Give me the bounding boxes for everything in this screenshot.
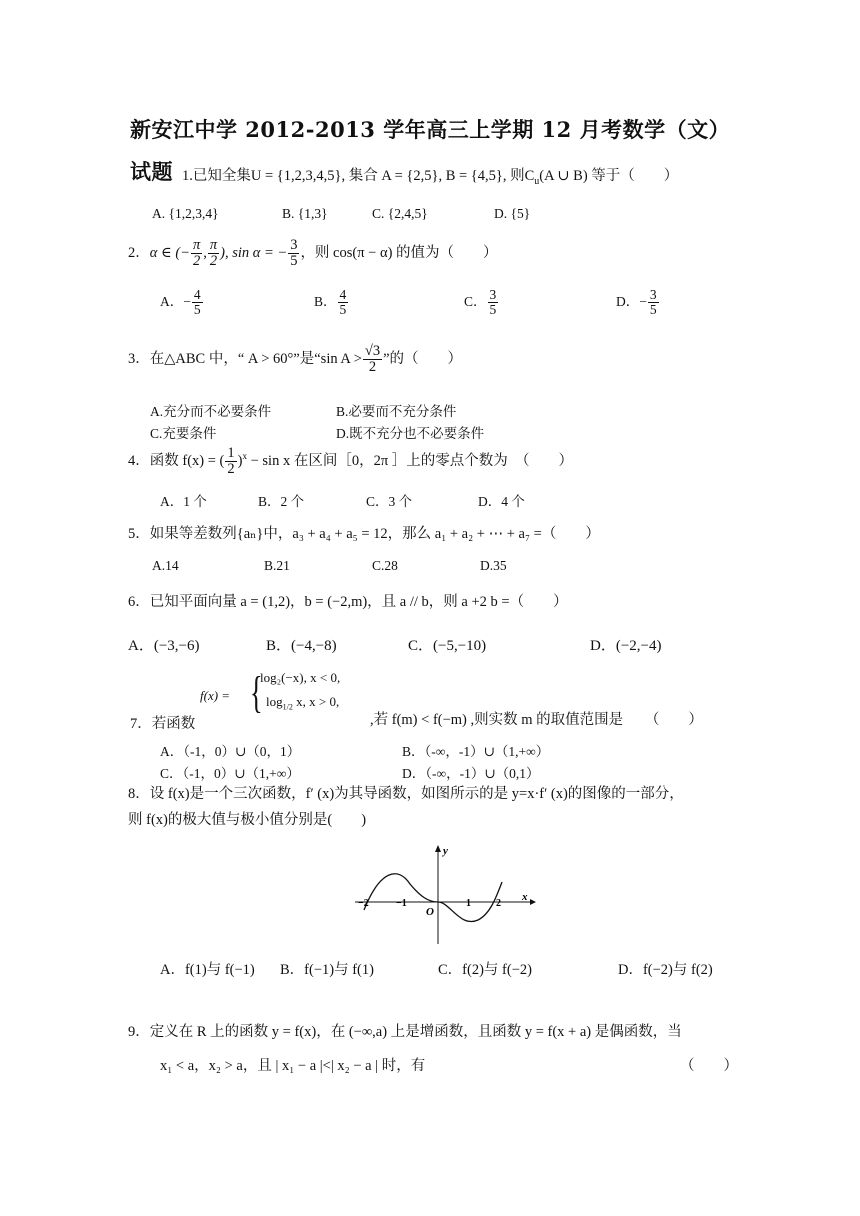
q4-option-c: C．3 个 (366, 494, 413, 509)
page-title-cont: 试题 (130, 159, 173, 184)
q1-option-c: C. {2,4,5} (372, 206, 428, 221)
q1-option-d: D. {5} (494, 206, 531, 221)
q7-option-b: B．（-∞，-1）∪（1,+∞） (402, 744, 550, 759)
page-title: 新安江中学 2012-2013 学年高三上学期 12 月考数学（文） (130, 117, 731, 142)
question-9-line2: x₁ < a，x₂ > a，且 | x₁ − a |<| x₂ − a | 时，有 (160, 1058, 426, 1074)
question-6-stem: 6．已知平面向量 a = (1,2)，b = (−2,m)，且 a // b，则 a +2 b =（ ） (128, 594, 568, 610)
q4-option-a: A．1 个 (160, 494, 207, 509)
q1-option-b: B. {1,3} (282, 206, 328, 221)
q6-option-c: C．(−5,−10) (408, 638, 487, 654)
y-axis-arrow-icon (435, 845, 441, 852)
q8-option-b: B．f(−1)与 f(1) (280, 962, 374, 978)
question-9-answer-paren: （ ） (680, 1058, 738, 1074)
question-8-line1: 8．设 f(x)是一个三次函数，f′ (x)为其导函数，如图所示的是 y=x·f′ (x)的图像的一部分， (128, 786, 684, 802)
q8-option-d: D．f(−2)与 f(2) (618, 962, 713, 978)
q2-option-a: A．− $\frac{4}{5}$ (160, 287, 201, 318)
question-3-stem: 3．在△ABC 中，“ A > 60°”是“sin A > $\frac{√3}{2}$ ”的（ ） (128, 343, 463, 376)
q5-option-b: B.21 (264, 558, 290, 573)
tick-2: 2 (496, 898, 501, 909)
brace-icon: { (250, 668, 263, 717)
q3-option-a: A.充分而不必要条件 (150, 404, 272, 419)
tick-1: 1 (466, 898, 471, 909)
tick-neg1: −1 (396, 898, 407, 909)
q7-option-d: D．（-∞，-1）∪（0,1） (402, 766, 540, 781)
question-9-line1: 9．定义在 R 上的函数 y = f(x)，在 (−∞,a) 上是增函数，且函数 y = f(x + a) 是偶函数，当 (128, 1024, 682, 1040)
x-label: x (522, 891, 528, 903)
question-8-line2: 则 f(x)的极大值与极小值分别是( ) (128, 812, 367, 828)
q2-option-d: D．− $\frac{3}{5}$ (616, 287, 657, 318)
q7-option-c: C．（-1，0）∪（1,+∞） (160, 766, 300, 781)
q6-option-d: D．(−2,−4) (590, 638, 662, 654)
q5-option-c: C.28 (372, 558, 398, 573)
question-7-stem-b: ,若 f(m) < f(−m) ,则实数 m 的取值范围是 （ ） (370, 712, 703, 728)
q4-option-b: B．2 个 (258, 494, 305, 509)
q6-option-a: A．(−3,−6) (128, 638, 200, 654)
q6-option-b: B．(−4,−8) (266, 638, 337, 654)
q4-option-d: D．4 个 (478, 494, 525, 509)
q7-option-a: A．（-1，0）∪（0，1） (160, 744, 301, 759)
q5-option-a: A.14 (152, 558, 179, 573)
q2-option-b: B． $\frac{4}{5}$ (314, 287, 347, 318)
q8-option-c: C．f(2)与 f(−2) (438, 962, 532, 978)
y-label: y (443, 845, 448, 857)
question-1-stem: 1.已知全集U = {1,2,3,4,5}, 集合 A = {2,5}, B = {4,5}, 则$C_u(A$ ∪ B) 等于（ ） (182, 168, 679, 187)
q1-option-a: A. {1,2,3,4} (152, 206, 219, 221)
q3-option-c: C.充要条件 (150, 426, 217, 441)
tick-neg2: −2 (358, 898, 369, 909)
q3-option-d: D.既不充分也不必要条件 (336, 426, 485, 441)
question-5-stem: 5．如果等差数列{aₙ}中，a₃ + a₄ + a₅ = 12，那么 a₁ + a₂ + ⋯ + a₇ =（ ） (128, 526, 600, 542)
q5-option-d: D.35 (480, 558, 507, 573)
q8-graph (350, 840, 540, 950)
q8-option-a: A．f(1)与 f(−1) (160, 962, 255, 978)
q3-option-b: B.必要而不充分条件 (336, 404, 457, 419)
x-axis-arrow-icon (530, 899, 536, 905)
q2-option-c: C． $\frac{3}{5}$ (464, 287, 497, 318)
origin-label: O (426, 906, 434, 918)
question-7-stem-a: 7．若函数 (130, 716, 196, 732)
question-2-stem: 2．α ∈ (− $\frac{\pi}{2}$ , $\frac{\pi}{2}$ ), sin α = − $\frac{3}{5}$ ，则 cos(π − α) 的值为（ ） (128, 237, 498, 270)
question-4-stem: 4．函数 f(x) = ( $\frac{1}{2}$ )$^x$ − sin x 在区间［0，2π ］上的零点个数为 （ ） (128, 445, 574, 478)
